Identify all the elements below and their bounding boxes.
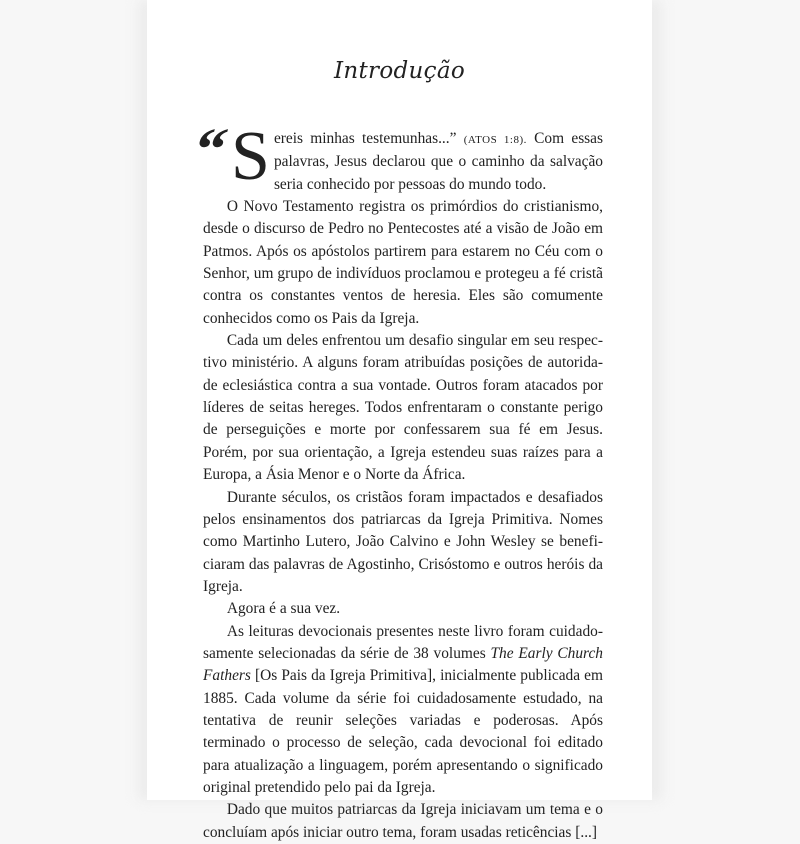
paragraph-7: Dado que muitos patriarcas da Igreja iniciavam um tema e o concluíam após iniciar outro tema, foram usadas reticências [...] xyxy=(203,801,603,841)
series-title: The Early Church Fathers xyxy=(203,644,603,685)
paragraph-4: Durante séculos, os cristãos foram impactados e desafiados pelos ensinamentos dos patriarcas da Igreja Primitiva. Nomes como Martinho Lutero, João Calvino e John Wesley se beneficiaram das palavras de Agostinho, Crisóstomo e outros heróis da Igreja. xyxy=(203,488,603,595)
paragraph-3: Cada um deles enfrentou um desafio singular em seu respectivo ministério. A alguns foram atribuídas posições de autoridade eclesiástica contra a sua vontade. Outros foram atacados por líderes de seitas hereges. Todos enfrentaram o constante perigo de perseguições e morte por confessarem sua fé em Jesus. Porém, por sua orientação, a Igreja estendeu suas raízes para a Europa, a Ásia Menor e o Norte da África. xyxy=(203,332,603,484)
paragraph-2: O Novo Testamento registra os primórdios do cristianismo, desde o discurso de Pedro no Pentecostes até a visão de João em Patmos. Após os apóstolos partirem para estarem no Céu com o Senhor, um grupo de indivíduos proclamou e protegeu a fé cristã contra os constantes ventos de heresia. Eles são comumente conhecidos como os Pais da Igreja. xyxy=(203,198,603,327)
drop-cap: S xyxy=(231,118,270,195)
opening-quote-mark: “ xyxy=(186,116,234,182)
paragraph-6-after: [Os Pais da Igreja Primitiva], inicialmente publicada em 1885. Cada volume da série foi cuidadosamente estudado, na tentativa de reunir seleções variadas e poderosas. Após terminado o processo de seleção, cada devocional foi editado para atualização a linguagem, porém apresentando o significado original pretendido pelo pai da Igreja. xyxy=(203,667,603,796)
paragraph-5: Agora é a sua vez. xyxy=(226,600,341,618)
paragraph-1-rest: Com essas palavras, Jesus declarou que o caminho da salvação seria conhecido por pessoas do mundo todo. xyxy=(273,130,603,193)
book-page xyxy=(147,0,652,841)
paragraph-6 xyxy=(203,621,603,800)
chapter-title: Introdução xyxy=(334,58,465,84)
citation: (ATOS 1:8). xyxy=(463,134,527,146)
body-text xyxy=(186,116,603,844)
paragraph-6-before: As leituras devocionais presentes neste livro foram cuidadosamente selecionadas da série de 38 volumes xyxy=(203,622,603,662)
paragraph-1 xyxy=(203,118,603,196)
quote-text: ereis minhas testemunhas...” xyxy=(273,130,457,147)
